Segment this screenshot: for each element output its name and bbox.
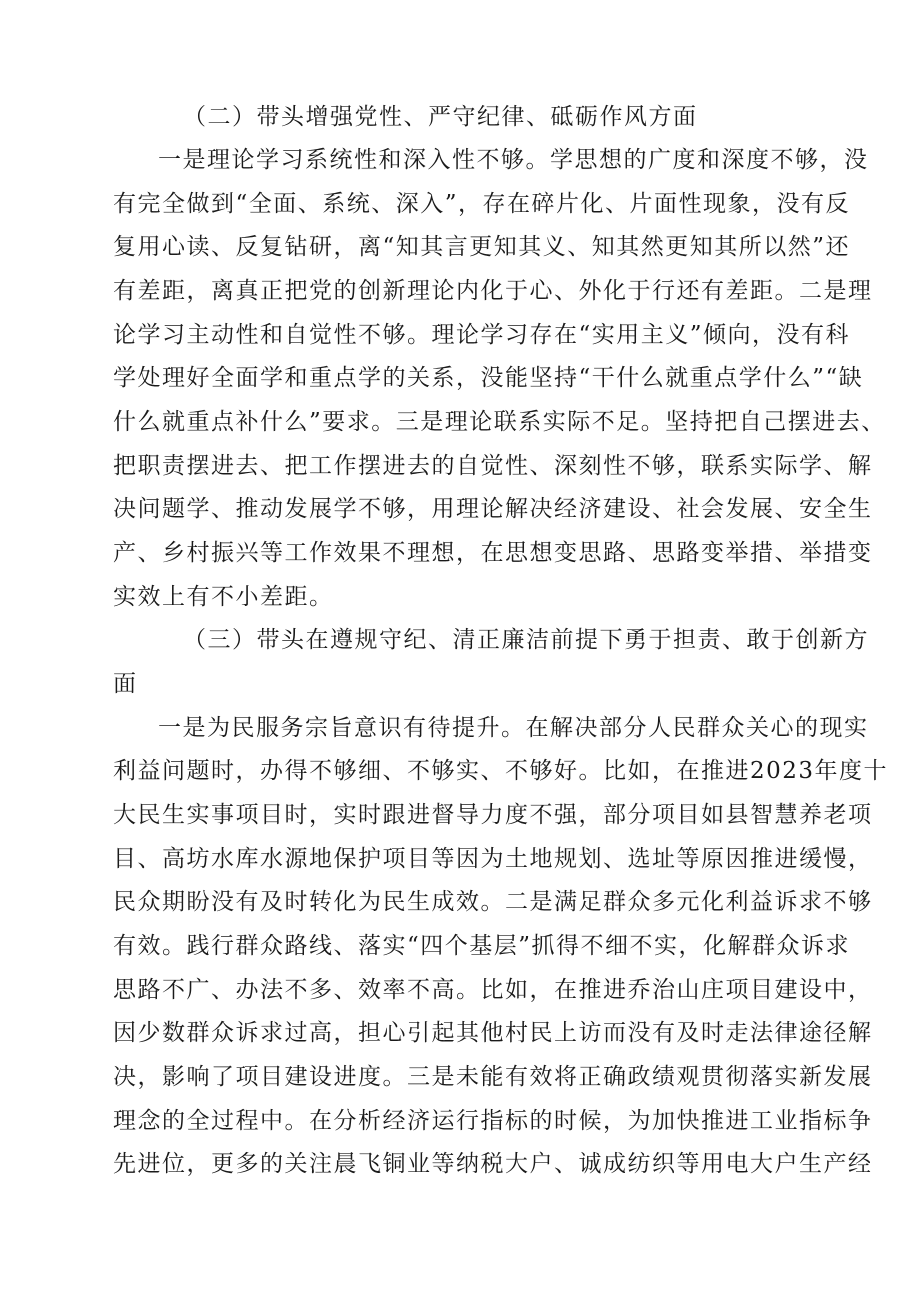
line-text: 一是为民服务宗旨意识有待提升。在解决部分人民群众关心的现实 xyxy=(158,715,869,741)
paragraph-line xyxy=(0,1057,920,1097)
paragraph-line xyxy=(0,489,920,529)
line-text: 利益问题时，办得不够细、不够实、不够好。比如，在推进2023年度十 xyxy=(113,758,889,784)
paragraph-line xyxy=(0,970,920,1010)
paragraph-line xyxy=(0,839,920,879)
section-heading-3-cont xyxy=(0,664,920,704)
paragraph-line xyxy=(0,1144,920,1184)
paragraph-line xyxy=(0,795,920,835)
line-text: 一是理论学习系统性和深入性不够。学思想的广度和深度不够，没 xyxy=(158,147,869,173)
heading-text: （三）带头在遵规守纪、清正廉洁前提下勇于担责、敢于创新方 xyxy=(183,627,869,653)
line-text: 因少数群众诉求过高，担心引起其他村民上访而没有及时走法律途径解 xyxy=(113,1020,873,1046)
paragraph-line xyxy=(0,446,920,486)
paragraph-line xyxy=(0,1101,920,1141)
line-text: 学处理好全面学和重点学的关系，没能坚持“干什么就重点学什么”“缺 xyxy=(113,365,864,391)
line-text: 复用心读、反复钻研，离“知其言更知其义、知其然更知其所以然”还 xyxy=(113,234,851,260)
paragraph-line xyxy=(0,751,920,791)
paragraph-line xyxy=(0,708,920,748)
line-text: 有差距，离真正把党的创新理论内化于心、外化于行还有差距。二是理 xyxy=(113,278,873,304)
paragraph-line xyxy=(0,882,920,922)
line-text: 理念的全过程中。在分析经济运行指标的时候，为加快推进工业指标争 xyxy=(113,1108,873,1134)
line-text: 先进位，更多的关注晨飞铜业等纳税大户、诚成纺织等用电大户生产经 xyxy=(113,1151,873,1177)
paragraph-line xyxy=(0,577,920,617)
line-text: 有完全做到“全面、系统、深入”，存在碎片化、片面性现象，没有反 xyxy=(113,191,851,217)
line-text: 民众期盼没有及时转化为民生成效。二是满足群众多元化利益诉求不够 xyxy=(113,889,873,915)
section-heading-2 xyxy=(0,97,920,137)
line-text: 决问题学、推动发展学不够，用理论解决经济建设、社会发展、安全生 xyxy=(113,496,873,522)
paragraph-line xyxy=(0,533,920,573)
line-text: 大民生实事项目时，实时跟进督导力度不强，部分项目如县智慧养老项 xyxy=(113,802,873,828)
paragraph-line xyxy=(0,271,920,311)
paragraph-line xyxy=(0,315,920,355)
paragraph-line xyxy=(0,402,920,442)
line-text: 什么就重点补什么”要求。三是理论联系实际不足。坚持把自己摆进去、 xyxy=(113,409,886,435)
line-text: 产、乡村振兴等工作效果不理想，在思想变思路、思路变举措、举措变 xyxy=(113,540,873,566)
line-text: 目、高坊水库水源地保护项目等因为土地规划、选址等原因推进缓慢， xyxy=(113,846,873,872)
paragraph-line xyxy=(0,358,920,398)
paragraph-line xyxy=(0,1013,920,1053)
heading-text: 面 xyxy=(113,671,138,697)
paragraph-line xyxy=(0,140,920,180)
heading-text: （二）带头增强党性、严守纪律、砥砺作风方面 xyxy=(183,104,698,130)
section-heading-3 xyxy=(0,620,920,660)
line-text: 把职责摆进去、把工作摆进去的自觉性、深刻性不够，联系实际学、解 xyxy=(113,453,873,479)
line-text: 实效上有不小差距。 xyxy=(113,584,334,610)
line-text: 决，影响了项目建设进度。三是未能有效将正确政绩观贯彻落实新发展 xyxy=(113,1064,873,1090)
line-text: 有效。践行群众路线、落实“四个基层”抓得不细不实，化解群众诉求 xyxy=(113,933,851,959)
paragraph-line xyxy=(0,227,920,267)
line-text: 思路不广、办法不多、效率不高。比如，在推进乔治山庄项目建设中， xyxy=(113,977,873,1003)
paragraph-line xyxy=(0,926,920,966)
paragraph-line xyxy=(0,184,920,224)
line-text: 论学习主动性和自觉性不够。理论学习存在“实用主义”倾向，没有科 xyxy=(113,322,851,348)
